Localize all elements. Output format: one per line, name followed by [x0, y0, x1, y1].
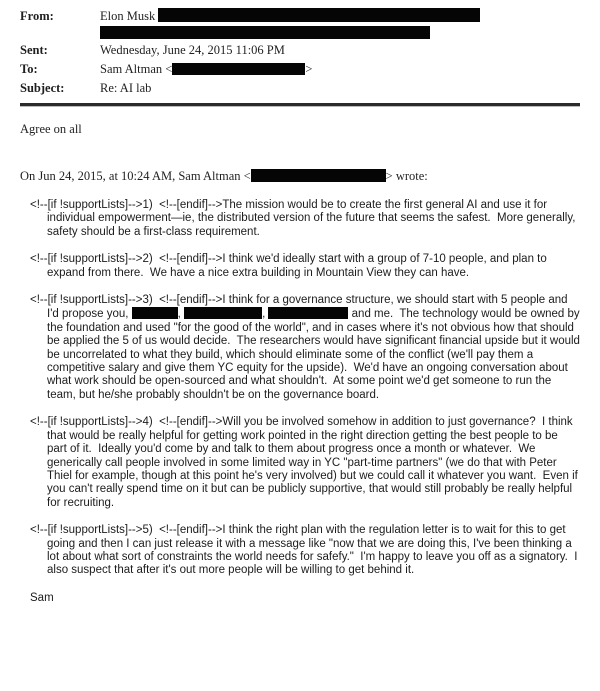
redaction-bar-name-3 [268, 307, 348, 319]
quote-attribution-prefix: On Jun 24, 2015, at 10:24 AM, Sam Altman < [20, 169, 251, 183]
quote-attribution-suffix: > wrote: [385, 169, 428, 183]
quote-attribution-line [20, 169, 580, 184]
header-row-subject [20, 80, 580, 96]
list-item-3-text: <!--[if !supportLists]-->3) <!--[endif]-->I think for a governance structure, we should start with 5 people and I'd propose you, [30, 294, 571, 321]
email-header [20, 8, 580, 96]
to-suffix: > [305, 62, 313, 76]
header-row-from [20, 8, 580, 39]
redaction-bar-from-line2 [100, 26, 430, 39]
list-item-3 [30, 294, 584, 402]
list-item-4: <!--[if !supportLists]-->4) <!--[endif]-->Will you be involved somehow in addition to just governance? I think that would be really helpful for getting work pointed in the right direction getting the best people to be part of it. Ideally you'd come by and talk to them about progress once a month or whatever. We generically call people involved in some limited way in YC "part-time partners" (we do that with Peter Thiel for example, though at this point he's very involved) but we could call it whatever you want. Even if you can't really spend time on it but can be publicly supportive, that would still probably be really helpful for recruiting. [30, 416, 582, 509]
subject-label: Subject: [20, 81, 65, 95]
sent-label: Sent: [20, 43, 48, 57]
list-item-2: <!--[if !supportLists]-->2) <!--[endif]-->I think we'd ideally start with a group of 7-10 people, and plan to expand from there. We have a nice extra building in Mountain View they can have. [30, 253, 550, 279]
reply-text: Agree on all [20, 122, 82, 136]
list-item-3-separator-1: , [177, 308, 185, 321]
to-label: To: [20, 62, 38, 76]
to-recipient-name: Sam Altman < [100, 62, 173, 76]
list-item-3-text-cont: and me. The technology would be owned by the foundation and used "for the good of the world", and in cases where it's not obvious how that should be applied the 5 of us would decide. The researchers would have significant financial upside but it would be uncorrelated to what they build, which should eliminate some of the conflict (we'll pay them a competitive salary and give them YC equity for the upside). We'd have an ongoing conversation about what work should be open-sourced and what shouldn't. At some point we'd get someone to run the team, but he/she probably shouldn't be on the governance board. [47, 308, 584, 401]
list-item-1: <!--[if !supportLists]-->1) <!--[endif]-->The mission would be to create the first general AI and use it for individual empowerment—ie, the distributed version of the future that seems the safest. More generally, safety should be a first-class requirement. [30, 199, 579, 238]
header-row-sent [20, 42, 580, 58]
redaction-bar-name-1 [132, 307, 178, 319]
list-item-3-separator-2: , [262, 308, 269, 321]
quoted-body [20, 199, 584, 605]
redaction-bar-from-line1 [158, 8, 480, 22]
redaction-bar-name-2 [184, 307, 262, 319]
signature: Sam [30, 591, 54, 604]
header-divider [20, 103, 580, 106]
to-value [100, 61, 580, 77]
subject-value: Re: AI lab [100, 81, 152, 95]
list-item-5: <!--[if !supportLists]-->5) <!--[endif]-->I think the right plan with the regulation letter is to wait for this to get going and then I can just release it with a message like "now that we are doing this, I've been thinking a lot about what sort of constraints the world needs for safefy." I'm happy to leave you off as a signatory. I also suspect that after it's out more people will be willing to get behind it. [30, 524, 581, 577]
redaction-bar-to-address [172, 63, 305, 75]
redaction-bar-quote-address [251, 169, 386, 182]
from-value [100, 8, 580, 39]
from-label: From: [20, 9, 54, 23]
sent-value: Wednesday, June 24, 2015 11:06 PM [100, 43, 285, 57]
header-row-to [20, 61, 580, 77]
from-sender-name: Elon Musk [100, 9, 159, 23]
